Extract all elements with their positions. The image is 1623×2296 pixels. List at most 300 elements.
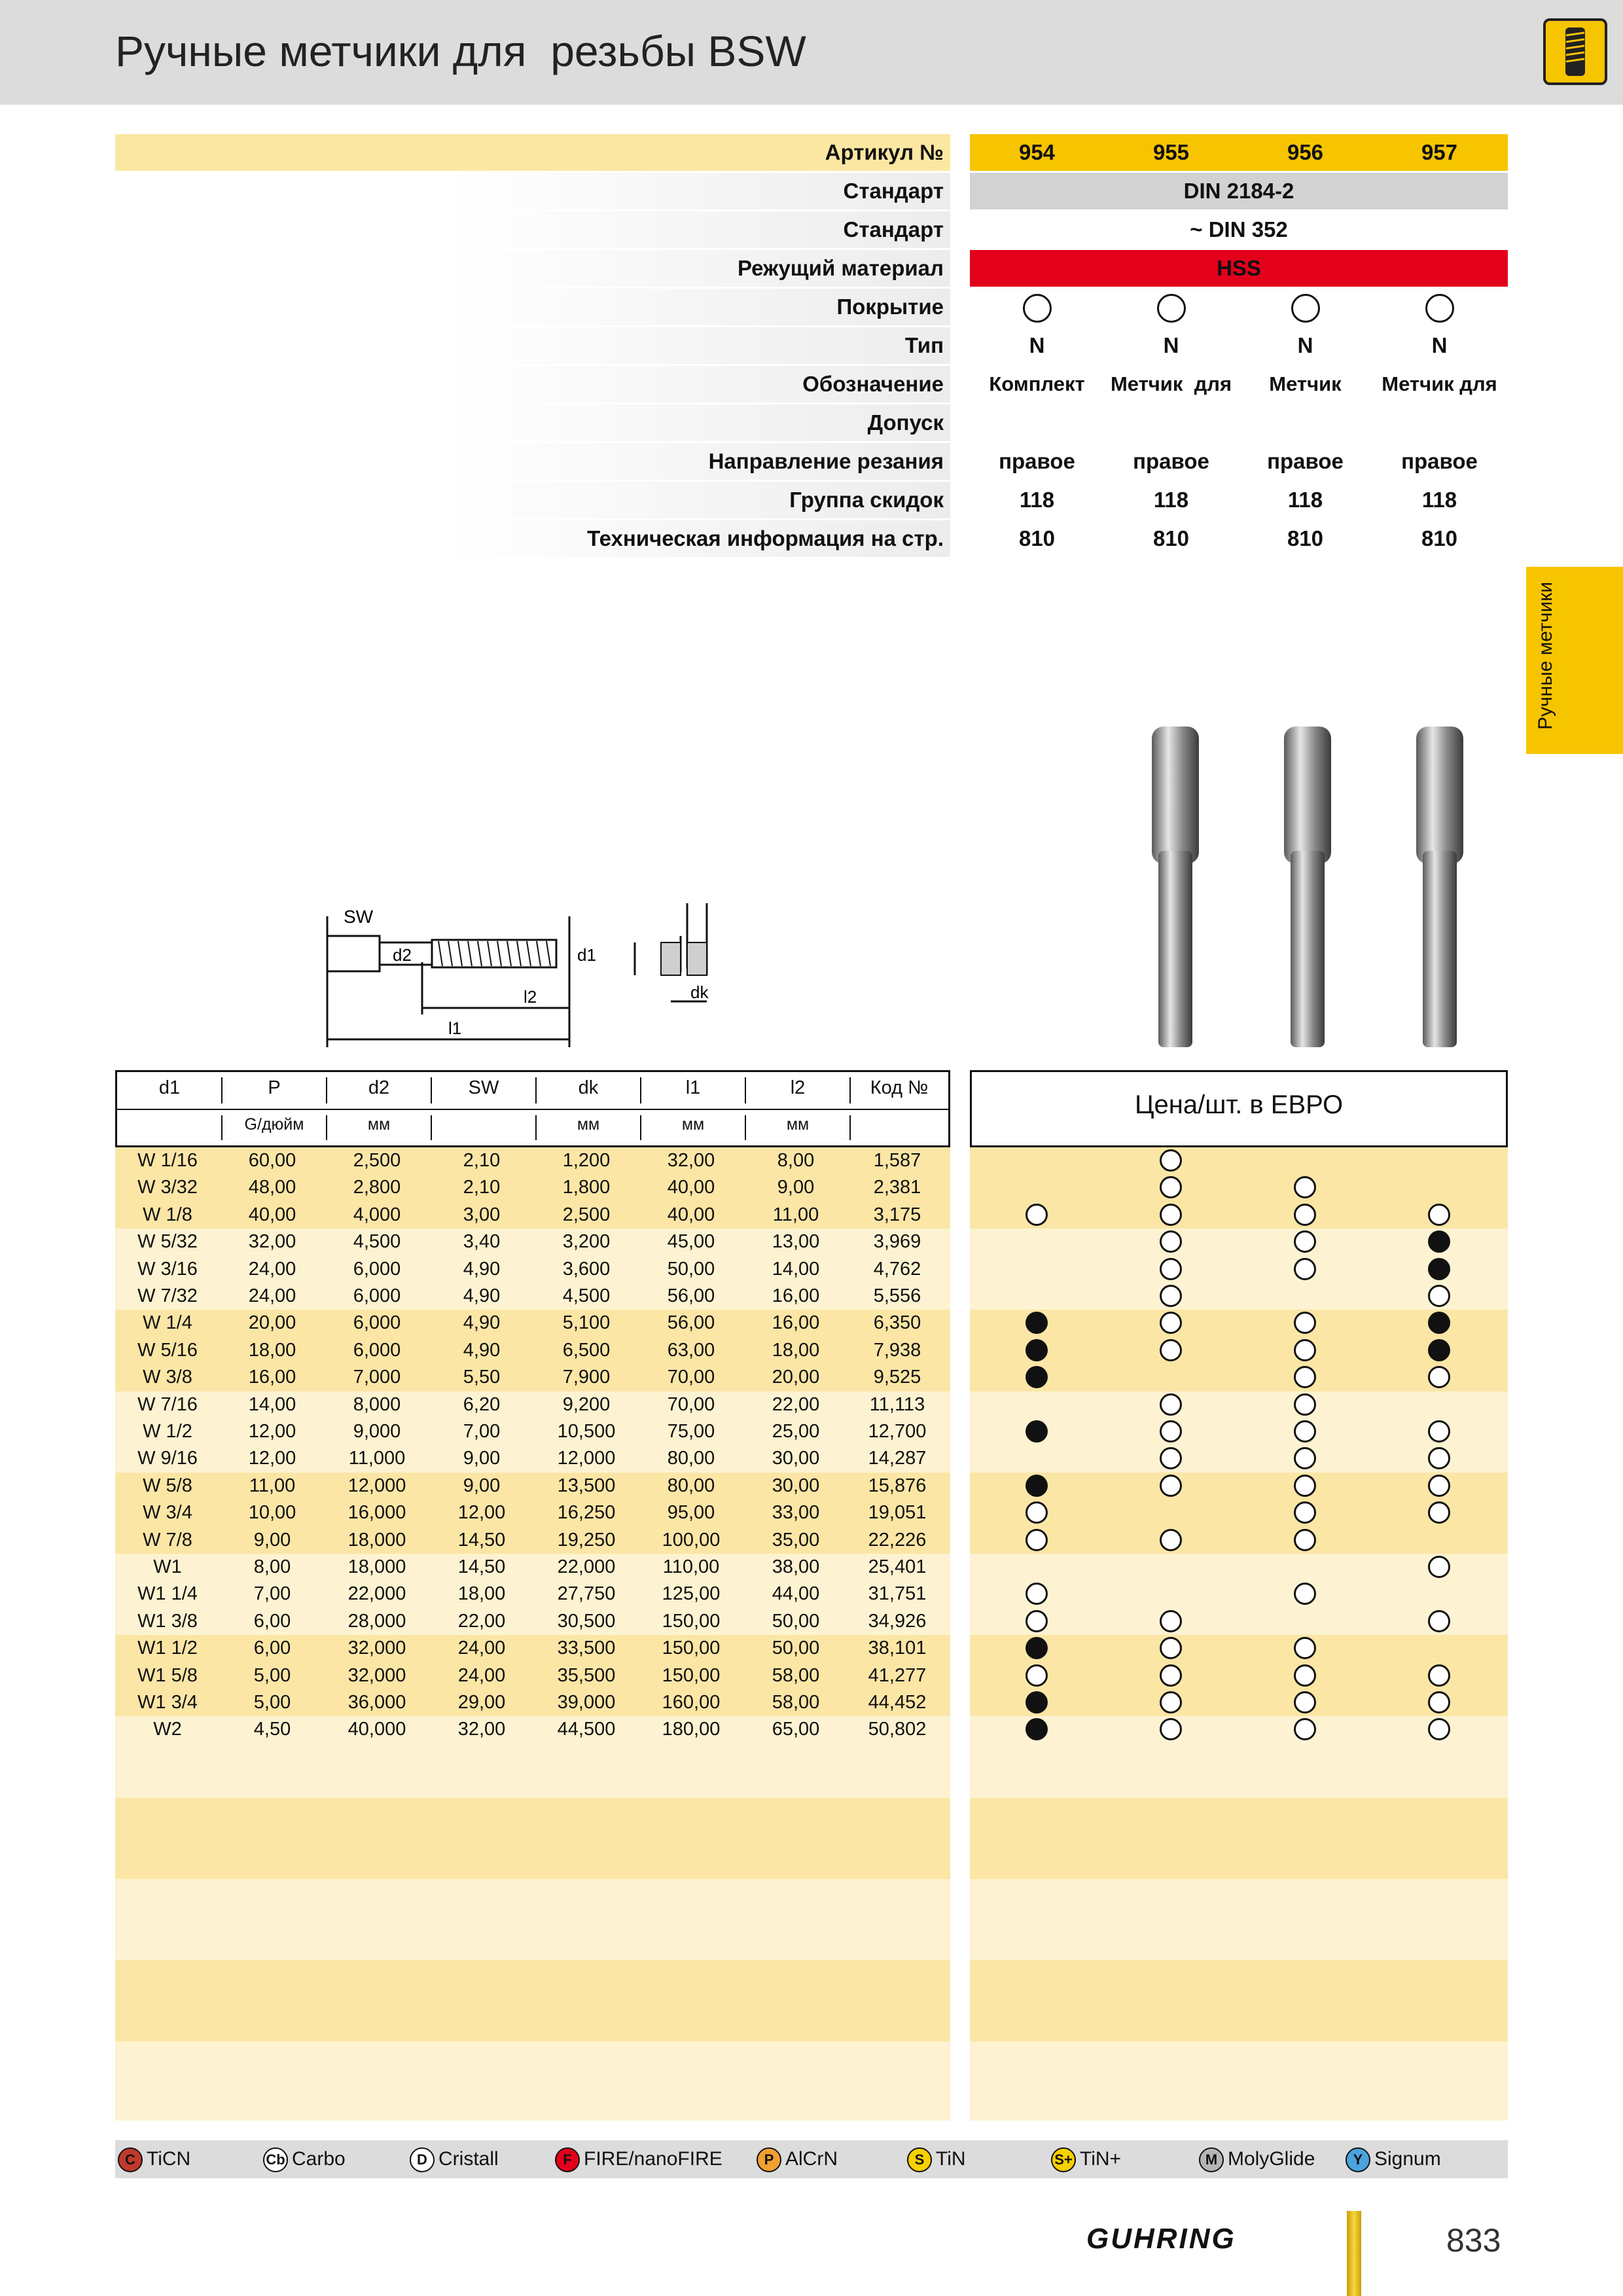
col-header-p: P	[268, 1077, 281, 1098]
techinfo-label: Техническая информация на стр.	[115, 520, 950, 557]
stock-item-icon	[1428, 1339, 1450, 1361]
tap-technical-drawing	[314, 890, 746, 1060]
cell-p: 60,00	[248, 1150, 296, 1171]
cell-l1: 100,00	[662, 1529, 721, 1551]
uncoated-icon	[1157, 294, 1186, 323]
cell-sw: 4,90	[463, 1285, 501, 1306]
cell-l2: 44,00	[772, 1583, 820, 1605]
designation-label: Обозначение	[115, 366, 950, 403]
cell-d2: 6,000	[353, 1339, 401, 1361]
cell-l1: 63,00	[667, 1339, 715, 1361]
table-row	[115, 1283, 950, 1310]
price-header-box	[970, 1070, 1508, 1147]
cell-d1: W1 1/2	[137, 1638, 198, 1659]
coating-tin-icon: S	[907, 2147, 932, 2172]
cell-l2: 38,00	[772, 1556, 820, 1577]
available-item-icon	[1160, 1176, 1182, 1198]
cell-dk: 39,000	[557, 1692, 616, 1713]
cell-dk: 6,500	[562, 1339, 611, 1361]
available-item-icon	[1026, 1583, 1048, 1605]
cell-p: 4,50	[253, 1719, 291, 1740]
available-item-icon	[1026, 1664, 1048, 1687]
legend-label: Carbo	[292, 2148, 346, 2170]
cell-p: 24,00	[248, 1258, 296, 1280]
col-header-code: Код №	[870, 1077, 929, 1098]
cell-d1: W 3/16	[137, 1258, 198, 1280]
cell-d2: 11,000	[348, 1448, 406, 1469]
cell-l1: 95,00	[667, 1502, 715, 1524]
available-item-icon	[1428, 1556, 1450, 1578]
unit-d2: мм	[367, 1115, 391, 1134]
cell-d1: W1	[153, 1556, 182, 1577]
cell-d2: 7,000	[353, 1367, 401, 1388]
legend-label: TiN	[936, 2148, 966, 2170]
available-item-icon	[1428, 1610, 1450, 1632]
discount-label: Группа скидок	[115, 482, 950, 518]
price-row	[970, 1499, 1508, 1526]
coating-molyglide-icon: M	[1199, 2147, 1224, 2172]
table-row	[115, 1337, 950, 1364]
available-item-icon	[1160, 1339, 1182, 1361]
price-row	[970, 1256, 1508, 1283]
cell-dk: 12,000	[557, 1448, 616, 1469]
stock-item-icon	[1428, 1258, 1450, 1280]
cell-code: 22,226	[868, 1529, 927, 1551]
cell-p: 12,00	[248, 1448, 296, 1469]
available-item-icon	[1026, 1204, 1048, 1226]
cell-d1: W 3/32	[137, 1177, 198, 1198]
cell-p: 20,00	[248, 1312, 296, 1334]
table-band	[970, 1960, 1508, 2041]
stock-item-icon	[1026, 1475, 1048, 1497]
cell-l1: 45,00	[667, 1231, 715, 1253]
cell-code: 11,113	[869, 1393, 925, 1415]
cell-d2: 32,000	[348, 1638, 406, 1659]
cell-l2: 33,00	[772, 1502, 820, 1524]
table-row	[115, 1256, 950, 1283]
cell-p: 7,00	[253, 1583, 291, 1605]
available-item-icon	[1428, 1204, 1450, 1226]
cell-code: 3,175	[873, 1204, 921, 1225]
table-row	[115, 1608, 950, 1635]
available-item-icon	[1428, 1691, 1450, 1713]
cell-sw: 12,00	[457, 1502, 506, 1524]
cell-l2: 16,00	[772, 1312, 820, 1334]
coating-alcrn-icon: P	[757, 2147, 781, 2172]
table-row	[115, 1391, 950, 1418]
cell-p: 32,00	[248, 1231, 296, 1253]
cell-d1: W 3/8	[143, 1367, 192, 1388]
l1-label: l1	[448, 1018, 462, 1038]
stock-item-icon	[1026, 1366, 1048, 1388]
cell-d2: 18,000	[348, 1529, 406, 1551]
tap-icon	[1543, 18, 1607, 85]
legend-item	[1051, 2145, 1121, 2173]
cell-l2: 25,00	[772, 1421, 820, 1442]
legend-item	[1346, 2145, 1441, 2173]
legend-label: MolyGlide	[1228, 2148, 1315, 2170]
stock-item-icon	[1026, 1339, 1048, 1361]
cell-p: 12,00	[248, 1421, 296, 1442]
available-item-icon	[1160, 1475, 1182, 1497]
price-row	[970, 1310, 1508, 1336]
uncoated-icon	[1425, 294, 1454, 323]
available-item-icon	[1160, 1230, 1182, 1253]
price-row	[970, 1229, 1508, 1255]
available-item-icon	[1160, 1447, 1182, 1469]
uncoated-icon	[1023, 294, 1052, 323]
cell-l1: 70,00	[667, 1393, 715, 1415]
cell-code: 14,287	[868, 1448, 927, 1469]
available-item-icon	[1160, 1149, 1182, 1172]
col-header-l1: l1	[685, 1077, 701, 1098]
direction-value: правое	[999, 449, 1075, 473]
unit-l1: мм	[681, 1115, 705, 1134]
stock-item-icon	[1026, 1312, 1048, 1334]
available-item-icon	[1294, 1339, 1316, 1361]
legend-item	[907, 2145, 966, 2173]
type-label: Тип	[115, 327, 950, 364]
table-band	[115, 2041, 950, 2121]
tap-photo	[1284, 726, 1331, 1047]
cell-p: 40,00	[248, 1204, 296, 1225]
cell-p: 10,00	[248, 1502, 296, 1524]
table-row	[115, 1310, 950, 1336]
cell-d2: 22,000	[348, 1583, 406, 1605]
cell-p: 5,00	[253, 1692, 291, 1713]
available-item-icon	[1294, 1664, 1316, 1687]
available-item-icon	[1160, 1285, 1182, 1307]
available-item-icon	[1294, 1366, 1316, 1388]
page-title: Ручные метчики для резьбы BSW	[115, 27, 806, 75]
discount-value: 118	[1421, 488, 1457, 512]
table-row	[115, 1689, 950, 1716]
table-band	[115, 1960, 950, 2041]
available-item-icon	[1294, 1312, 1316, 1334]
cell-d1: W 7/16	[137, 1393, 198, 1415]
stock-item-icon	[1026, 1691, 1048, 1713]
legend-item	[1199, 2145, 1315, 2173]
cell-l1: 160,00	[662, 1692, 721, 1713]
cell-d1: W 7/32	[137, 1285, 198, 1306]
coating-cristall-icon: D	[410, 2147, 435, 2172]
price-row	[970, 1418, 1508, 1445]
cell-sw: 9,00	[463, 1448, 501, 1469]
coating-signum-icon: Y	[1346, 2147, 1370, 2172]
cell-dk: 30,500	[557, 1610, 616, 1632]
cell-l2: 50,00	[772, 1638, 820, 1659]
cell-code: 5,556	[873, 1285, 921, 1306]
cell-d1: W1 1/4	[137, 1583, 198, 1605]
direction-value: правое	[1267, 449, 1344, 473]
techinfo-value: 810	[1421, 526, 1458, 550]
available-item-icon	[1428, 1475, 1450, 1497]
available-item-icon	[1160, 1691, 1182, 1713]
cell-l2: 65,00	[772, 1719, 820, 1740]
cell-d1: W 5/8	[143, 1475, 192, 1496]
cell-sw: 4,90	[463, 1258, 501, 1280]
available-item-icon	[1026, 1610, 1048, 1632]
legend-item	[410, 2145, 499, 2173]
cell-l1: 110,00	[662, 1556, 720, 1577]
discount-value: 118	[1153, 488, 1189, 512]
cell-sw: 2,10	[463, 1150, 501, 1171]
cell-l1: 150,00	[662, 1664, 721, 1686]
col-header-d2: d2	[368, 1077, 390, 1098]
cell-d2: 36,000	[348, 1692, 406, 1713]
available-item-icon	[1160, 1529, 1182, 1551]
cell-dk: 13,500	[557, 1475, 616, 1496]
stock-item-icon	[1428, 1230, 1450, 1253]
price-row	[970, 1554, 1508, 1581]
direction-label: Направление резания	[115, 443, 950, 480]
cell-sw: 3,40	[463, 1231, 501, 1253]
cell-sw: 3,00	[463, 1204, 501, 1225]
material-label: Режущий материал	[115, 250, 950, 287]
table-row	[115, 1174, 950, 1201]
available-item-icon	[1294, 1583, 1316, 1605]
spec-row-techinfo	[115, 520, 1508, 559]
cell-code: 4,762	[873, 1258, 921, 1280]
cell-d1: W 1/16	[137, 1150, 198, 1171]
l2-label: l2	[524, 987, 537, 1007]
cell-d1: W 9/16	[137, 1448, 198, 1469]
available-item-icon	[1428, 1718, 1450, 1740]
price-row	[970, 1174, 1508, 1201]
available-item-icon	[1160, 1610, 1182, 1632]
cell-p: 6,00	[253, 1610, 291, 1632]
cell-code: 19,051	[868, 1502, 927, 1524]
price-row	[970, 1473, 1508, 1499]
available-item-icon	[1294, 1718, 1316, 1740]
discount-value: 118	[1287, 488, 1323, 512]
available-item-icon	[1428, 1285, 1450, 1307]
unit-l2: мм	[786, 1115, 810, 1134]
cell-sw: 18,00	[457, 1583, 506, 1605]
col-header-dk: dk	[578, 1077, 599, 1098]
available-item-icon	[1026, 1529, 1048, 1551]
available-item-icon	[1294, 1529, 1316, 1551]
coating-tin--icon: S+	[1051, 2147, 1076, 2172]
cell-d2: 16,000	[348, 1502, 406, 1524]
cell-dk: 10,500	[557, 1421, 616, 1442]
dk-label: dk	[690, 982, 709, 1002]
available-item-icon	[1294, 1475, 1316, 1497]
cell-code: 38,101	[868, 1638, 927, 1659]
cell-l2: 35,00	[772, 1529, 820, 1551]
stock-item-icon	[1026, 1637, 1048, 1659]
cell-code: 44,452	[868, 1692, 927, 1713]
cell-l1: 56,00	[667, 1285, 715, 1306]
tap-photo	[1416, 726, 1463, 1047]
cell-dk: 27,750	[557, 1583, 616, 1605]
cell-dk: 1,200	[562, 1150, 611, 1171]
cell-l1: 80,00	[667, 1448, 715, 1469]
cell-sw: 32,00	[457, 1719, 506, 1740]
cell-p: 6,00	[253, 1638, 291, 1659]
stock-item-icon	[1428, 1312, 1450, 1334]
table-row	[115, 1445, 950, 1472]
brand-logo: GUHRING	[1086, 2223, 1236, 2255]
legend-item	[263, 2145, 346, 2173]
table-row	[115, 1364, 950, 1391]
cell-d2: 32,000	[348, 1664, 406, 1686]
table-row	[115, 1554, 950, 1581]
available-item-icon	[1160, 1664, 1182, 1687]
table-row	[115, 1473, 950, 1499]
cell-dk: 22,000	[557, 1556, 616, 1577]
standard2-value: ~ DIN 352	[1190, 217, 1288, 242]
cell-d1: W 1/2	[143, 1421, 192, 1442]
table-row	[115, 1229, 950, 1255]
table-band	[115, 1798, 950, 1879]
cell-l2: 58,00	[772, 1692, 820, 1713]
cell-dk: 2,500	[562, 1204, 611, 1225]
section-side-tab-label: Ручные метчики	[1535, 581, 1556, 730]
designation-value: Метчик для	[1110, 372, 1232, 395]
price-header: Цена/шт. в ЕВРО	[1134, 1090, 1344, 1119]
cell-d2: 2,500	[353, 1150, 401, 1171]
uncoated-icon	[1291, 294, 1320, 323]
table-band	[970, 1879, 1508, 1960]
cell-sw: 14,50	[457, 1556, 506, 1577]
cell-l2: 14,00	[772, 1258, 820, 1280]
cell-d1: W1 3/4	[137, 1692, 198, 1713]
spec-row-type	[115, 327, 1508, 366]
cell-l2: 30,00	[772, 1475, 820, 1496]
techinfo-value: 810	[1152, 526, 1190, 550]
direction-value: правое	[1401, 449, 1478, 473]
available-item-icon	[1428, 1501, 1450, 1524]
table-row	[115, 1635, 950, 1662]
price-row	[970, 1716, 1508, 1743]
cell-l1: 32,00	[667, 1150, 715, 1171]
cell-dk: 3,200	[562, 1231, 611, 1253]
cell-dk: 35,500	[557, 1664, 616, 1686]
material-value: HSS	[1217, 256, 1261, 280]
cell-dk: 33,500	[557, 1638, 616, 1659]
available-item-icon	[1160, 1312, 1182, 1334]
article-954: 954	[1018, 140, 1056, 164]
cell-sw: 6,20	[463, 1393, 501, 1415]
article-957: 957	[1421, 140, 1458, 164]
cell-l2: 8,00	[777, 1150, 815, 1171]
table-band	[970, 1798, 1508, 1879]
cell-p: 16,00	[248, 1367, 296, 1388]
available-item-icon	[1428, 1420, 1450, 1443]
spec-row-designation	[115, 366, 1508, 404]
legend-label: FIRE/nanoFIRE	[584, 2148, 722, 2170]
cell-code: 25,401	[868, 1556, 927, 1577]
cell-p: 9,00	[253, 1529, 291, 1551]
cell-code: 15,876	[868, 1475, 927, 1496]
available-item-icon	[1160, 1637, 1182, 1659]
cell-sw: 4,90	[463, 1339, 501, 1361]
cell-p: 8,00	[253, 1556, 291, 1577]
cell-code: 6,350	[873, 1312, 921, 1334]
legend-item	[118, 2145, 190, 2173]
available-item-icon	[1294, 1204, 1316, 1226]
cell-l1: 56,00	[667, 1312, 715, 1334]
cell-dk: 16,250	[557, 1502, 616, 1524]
cell-d2: 6,000	[353, 1258, 401, 1280]
price-row	[970, 1662, 1508, 1689]
cell-sw: 2,10	[463, 1177, 501, 1198]
cell-l1: 40,00	[667, 1204, 715, 1225]
coating-fire-nanofire-icon: F	[555, 2147, 580, 2172]
col-header-d1: d1	[158, 1077, 181, 1098]
available-item-icon	[1294, 1393, 1316, 1416]
legend-label: TiCN	[147, 2148, 191, 2170]
table-row	[115, 1147, 950, 1174]
available-item-icon	[1026, 1501, 1048, 1524]
price-row	[970, 1364, 1508, 1391]
table-row	[115, 1662, 950, 1689]
cell-sw: 5,50	[463, 1367, 501, 1388]
cell-l2: 20,00	[772, 1367, 820, 1388]
cell-sw: 24,00	[457, 1638, 506, 1659]
price-row	[970, 1337, 1508, 1364]
cell-p: 18,00	[248, 1339, 296, 1361]
techinfo-value: 810	[1287, 526, 1324, 550]
tap-product-photos	[1126, 720, 1479, 1060]
table-row	[115, 1581, 950, 1607]
cell-d2: 9,000	[353, 1421, 401, 1442]
standard2-label: Стандарт	[115, 211, 950, 248]
available-item-icon	[1294, 1258, 1316, 1280]
cell-p: 5,00	[253, 1664, 291, 1686]
article-955: 955	[1152, 140, 1190, 164]
data-table-header	[115, 1070, 950, 1147]
cell-l1: 40,00	[667, 1177, 715, 1198]
standard1-label: Стандарт	[115, 173, 950, 209]
table-row	[115, 1499, 950, 1526]
cell-code: 31,751	[868, 1583, 927, 1605]
cell-l2: 11,00	[772, 1204, 819, 1225]
available-item-icon	[1428, 1366, 1450, 1388]
cell-sw: 7,00	[463, 1421, 501, 1442]
article-956: 956	[1287, 140, 1324, 164]
designation-value: Метчик для	[1382, 372, 1497, 395]
cell-l2: 9,00	[777, 1177, 815, 1198]
d1-label: d1	[577, 945, 596, 965]
techinfo-value: 810	[1018, 526, 1056, 550]
available-item-icon	[1160, 1420, 1182, 1443]
type-value: N	[1297, 333, 1313, 357]
cell-p: 11,00	[249, 1475, 296, 1496]
legend-item	[757, 2145, 838, 2173]
cell-p: 24,00	[248, 1285, 296, 1306]
cell-l2: 50,00	[772, 1610, 820, 1632]
available-item-icon	[1294, 1447, 1316, 1469]
spec-row-coating	[115, 289, 1508, 327]
cell-code: 12,700	[868, 1421, 927, 1442]
cell-dk: 4,500	[562, 1285, 611, 1306]
cell-d1: W 5/16	[137, 1339, 198, 1361]
designation-value: Метчик	[1269, 372, 1342, 395]
price-row	[970, 1635, 1508, 1662]
table-row	[115, 1716, 950, 1743]
cell-l2: 58,00	[772, 1664, 820, 1686]
cell-dk: 1,800	[562, 1177, 611, 1198]
spec-row-standard2	[115, 211, 1508, 250]
cell-code: 2,381	[873, 1177, 921, 1198]
available-item-icon	[1294, 1230, 1316, 1253]
footer-bar	[1347, 2211, 1361, 2296]
type-value: N	[1431, 333, 1448, 357]
cell-p: 48,00	[248, 1177, 296, 1198]
standard1-value: DIN 2184-2	[1183, 179, 1294, 203]
